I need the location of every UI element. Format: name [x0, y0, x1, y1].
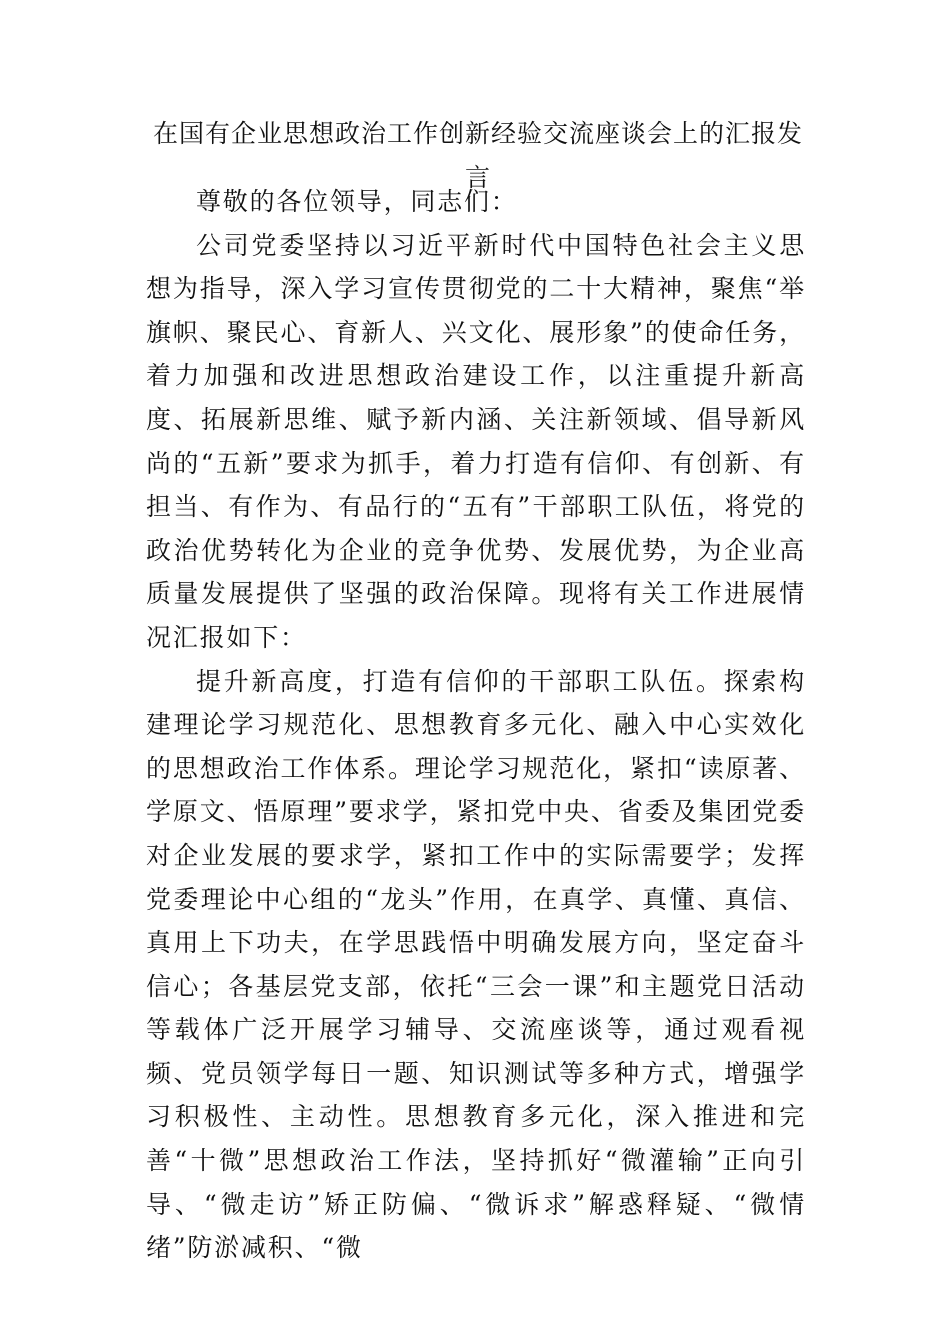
document-title: 在国有企业思想政治工作创新经验交流座谈会上的汇报发言 [152, 119, 803, 192]
greeting: 尊敬的各位领导，同志们： [196, 187, 518, 216]
paragraph-intro: 公司党委坚持以习近平新时代中国特色社会主义思想为指导，深入学习宣传贯彻党的二十大精神，聚焦“举旗帜、聚民心、育新人、兴文化、展形象”的使命任务，着力加强和改进思想政治建设工作，以注重提升新高度、拓展新思维、赋予新内涵、关注新领域、倡导新风尚的“五新”要求为抓手，着力打造有信仰、有创新、有担当、有作为、有品行的“五有”干部职工队伍，将党的政治优势转化为企业的竞争优势、发展优势，为企业高质量发展提供了坚强的政治保障。现将有关工作进展情况汇报如下： [146, 230, 806, 652]
paragraph-section-1: 提升新高度，打造有信仰的干部职工队伍。探索构建理论学习规范化、思想教育多元化、融入中心实效化的思想政治工作体系。理论学习规范化，紧扣“读原著、学原文、悟原理”要求学，紧扣党中央、省委及集团党委对企业发展的要求学，紧扣工作中的实际需要学；发挥党委理论中心组的“龙头”作用，在真学、真懂、真信、真用上下功夫，在学思践悟中明确发展方向，坚定奋斗信心；各基层党支部，依托“三会一课”和主题党日活动等载体广泛开展学习辅导、交流座谈等，通过观看视频、党员领学每日一题、知识测试等多种方式，增强学习积极性、主动性。思想教育多元化，深入推进和完善“十微”思想政治工作法，坚持抓好“微灌输”正向引导、“微走访”矫正防偏、“微诉求”解惑释疑、“微情绪”防淤减积、“微 [146, 666, 806, 1263]
document-body [146, 180, 806, 1270]
